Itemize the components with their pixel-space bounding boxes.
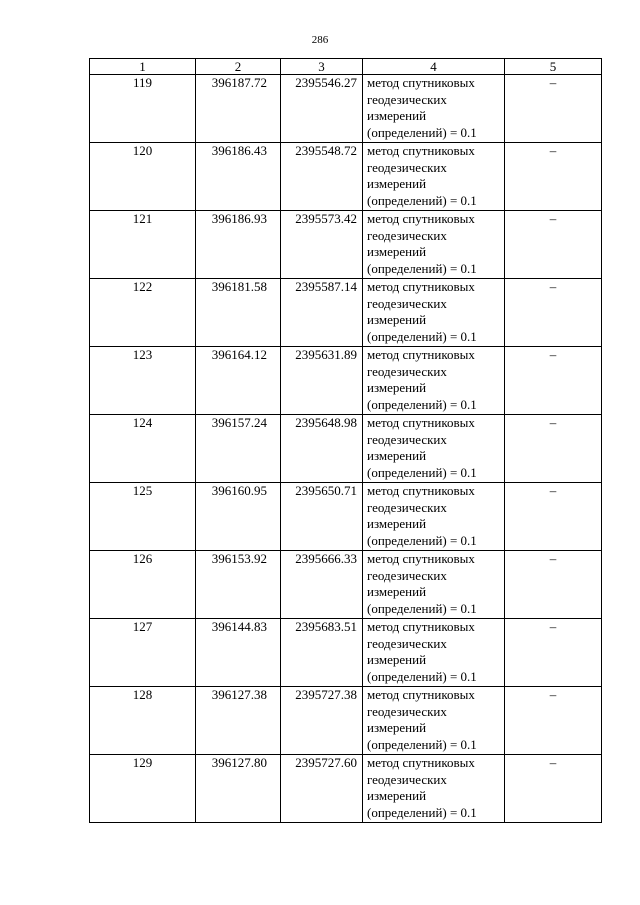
method-line: метод спутниковых [367, 211, 475, 226]
column-header-3: 3 [281, 59, 363, 75]
method-line: геодезических [367, 499, 447, 515]
table-row [90, 687, 602, 755]
method-line: (определений) = 0.1 [367, 532, 477, 548]
x-coordinate-cell: 396181.58 [196, 279, 281, 347]
method-cell [363, 415, 505, 483]
table-row [90, 211, 602, 279]
method-line: геодезических [367, 227, 447, 243]
x-coordinate-cell: 396187.72 [196, 75, 281, 143]
method-line: (определений) = 0.1 [367, 600, 477, 616]
table-row [90, 347, 602, 415]
method-line: (определений) = 0.1 [367, 668, 477, 684]
x-coordinate-cell: 396144.83 [196, 619, 281, 687]
method-cell [363, 211, 505, 279]
point-number-cell: 128 [90, 687, 196, 755]
point-number-cell: 126 [90, 551, 196, 619]
x-coordinate-cell: 396160.95 [196, 483, 281, 551]
method-line: метод спутниковых [367, 347, 475, 362]
method-line: метод спутниковых [367, 75, 475, 90]
y-coordinate-cell: 2395650.71 [281, 483, 363, 551]
y-coordinate-cell: 2395546.27 [281, 75, 363, 143]
note-cell: – [505, 211, 602, 279]
method-line: геодезических [367, 91, 447, 107]
method-line: геодезических [367, 771, 447, 787]
method-line: измерений [367, 516, 427, 531]
table-header-row [90, 59, 602, 75]
method-line: измерений [367, 720, 427, 735]
method-cell [363, 619, 505, 687]
y-coordinate-cell: 2395573.42 [281, 211, 363, 279]
point-number-cell: 127 [90, 619, 196, 687]
note-cell: – [505, 75, 602, 143]
note-cell: – [505, 687, 602, 755]
method-line: измерений [367, 584, 427, 599]
method-cell [363, 755, 505, 823]
x-coordinate-cell: 396164.12 [196, 347, 281, 415]
table-row [90, 279, 602, 347]
page-number: 286 [311, 34, 329, 46]
table-row [90, 143, 602, 211]
note-cell: – [505, 279, 602, 347]
method-cell [363, 279, 505, 347]
y-coordinate-cell: 2395727.60 [281, 755, 363, 823]
method-cell [363, 687, 505, 755]
method-line: метод спутниковых [367, 143, 475, 158]
method-line: метод спутниковых [367, 619, 475, 634]
method-line: геодезических [367, 295, 447, 311]
point-number-cell: 119 [90, 75, 196, 143]
table-row [90, 755, 602, 823]
method-line: (определений) = 0.1 [367, 192, 477, 208]
method-line: геодезических [367, 703, 447, 719]
method-cell [363, 347, 505, 415]
y-coordinate-cell: 2395548.72 [281, 143, 363, 211]
method-line: (определений) = 0.1 [367, 804, 477, 820]
method-line: измерений [367, 380, 427, 395]
x-coordinate-cell: 396157.24 [196, 415, 281, 483]
table-row [90, 483, 602, 551]
column-header-1: 1 [90, 59, 196, 75]
method-line: (определений) = 0.1 [367, 328, 477, 344]
y-coordinate-cell: 2395683.51 [281, 619, 363, 687]
table-row [90, 619, 602, 687]
method-line: измерений [367, 176, 427, 191]
note-cell: – [505, 551, 602, 619]
method-cell [363, 483, 505, 551]
method-line: геодезических [367, 635, 447, 651]
y-coordinate-cell: 2395727.38 [281, 687, 363, 755]
method-cell [363, 551, 505, 619]
point-number-cell: 129 [90, 755, 196, 823]
y-coordinate-cell: 2395648.98 [281, 415, 363, 483]
method-line: геодезических [367, 567, 447, 583]
column-header-4: 4 [363, 59, 505, 75]
method-line: метод спутниковых [367, 279, 475, 294]
column-header-2: 2 [196, 59, 281, 75]
method-line: (определений) = 0.1 [367, 260, 477, 276]
method-line: (определений) = 0.1 [367, 124, 477, 140]
method-line: измерений [367, 244, 427, 259]
note-cell: – [505, 347, 602, 415]
note-cell: – [505, 415, 602, 483]
method-line: измерений [367, 652, 427, 667]
point-number-cell: 120 [90, 143, 196, 211]
method-line: (определений) = 0.1 [367, 464, 477, 480]
point-number-cell: 121 [90, 211, 196, 279]
method-line: метод спутниковых [367, 551, 475, 566]
method-line: метод спутниковых [367, 483, 475, 498]
method-line: измерений [367, 312, 427, 327]
method-cell [363, 75, 505, 143]
method-line: измерений [367, 788, 427, 803]
x-coordinate-cell: 396127.38 [196, 687, 281, 755]
x-coordinate-cell: 396186.93 [196, 211, 281, 279]
table-row [90, 415, 602, 483]
y-coordinate-cell: 2395631.89 [281, 347, 363, 415]
point-number-cell: 124 [90, 415, 196, 483]
note-cell: – [505, 755, 602, 823]
note-cell: – [505, 619, 602, 687]
table-body [90, 75, 602, 823]
point-number-cell: 122 [90, 279, 196, 347]
method-line: метод спутниковых [367, 687, 475, 702]
method-line: метод спутниковых [367, 755, 475, 770]
method-line: измерений [367, 448, 427, 463]
note-cell: – [505, 143, 602, 211]
y-coordinate-cell: 2395587.14 [281, 279, 363, 347]
method-line: измерений [367, 108, 427, 123]
method-line: геодезических [367, 159, 447, 175]
column-header-5: 5 [505, 59, 602, 75]
point-number-cell: 123 [90, 347, 196, 415]
method-line: (определений) = 0.1 [367, 396, 477, 412]
coordinates-table [89, 58, 602, 823]
x-coordinate-cell: 396127.80 [196, 755, 281, 823]
method-line: (определений) = 0.1 [367, 736, 477, 752]
note-cell: – [505, 483, 602, 551]
method-line: метод спутниковых [367, 415, 475, 430]
table-row [90, 75, 602, 143]
point-number-cell: 125 [90, 483, 196, 551]
method-cell [363, 143, 505, 211]
x-coordinate-cell: 396186.43 [196, 143, 281, 211]
x-coordinate-cell: 396153.92 [196, 551, 281, 619]
table-row [90, 551, 602, 619]
method-line: геодезических [367, 431, 447, 447]
y-coordinate-cell: 2395666.33 [281, 551, 363, 619]
method-line: геодезических [367, 363, 447, 379]
